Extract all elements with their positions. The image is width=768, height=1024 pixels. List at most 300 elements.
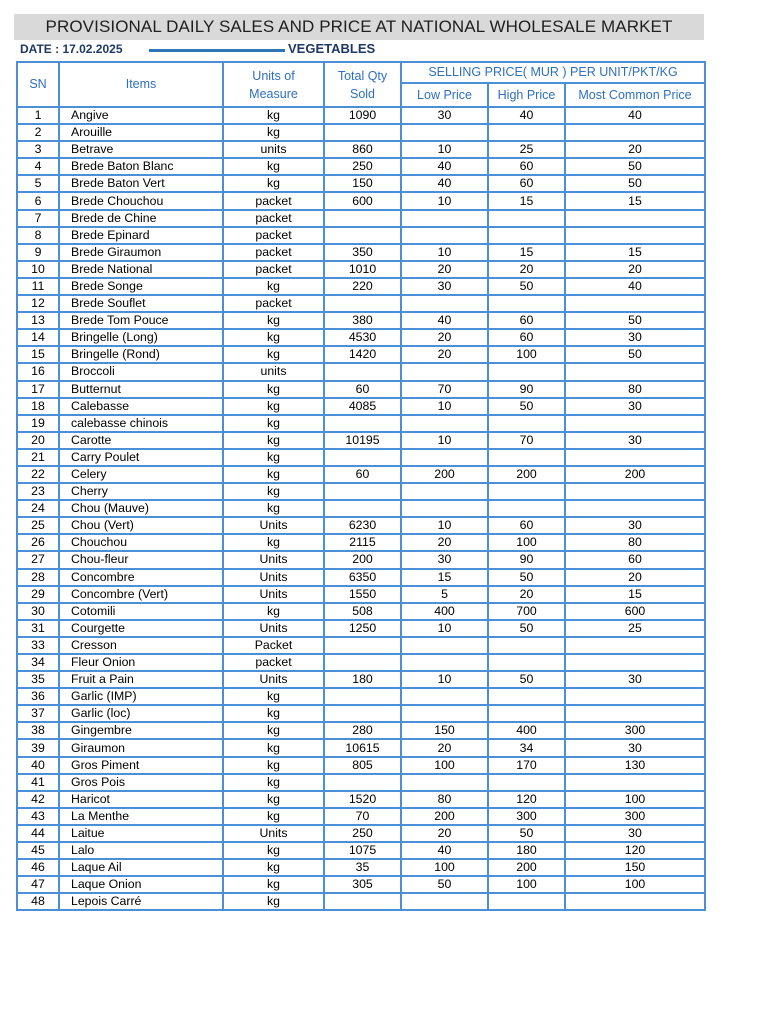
cell-sn: 40 [17,757,59,774]
cell-low-price: 20 [401,739,488,756]
table-row [17,500,705,517]
cell-qty [324,227,401,244]
cell-sn: 39 [17,739,59,756]
cell-unit: kg [223,722,324,739]
cell-high-price [488,483,565,500]
cell-unit: kg [223,329,324,346]
cell-high-price: 70 [488,432,565,449]
category-label: VEGETABLES [288,41,376,56]
cell-item: Carotte [59,432,223,449]
cell-common-price: 20 [565,261,705,278]
cell-low-price [401,654,488,671]
cell-low-price [401,705,488,722]
cell-item: Celery [59,466,223,483]
cell-sn: 43 [17,808,59,825]
cell-high-price: 50 [488,825,565,842]
cell-item: Laque Onion [59,876,223,893]
cell-low-price [401,637,488,654]
cell-item: Broccoli [59,363,223,380]
cell-low-price: 20 [401,329,488,346]
cell-unit: kg [223,808,324,825]
cell-low-price [401,774,488,791]
cell-unit: kg [223,774,324,791]
cell-unit: kg [223,603,324,620]
cell-common-price [565,774,705,791]
cell-unit: Units [223,825,324,842]
cell-sn: 10 [17,261,59,278]
cell-high-price [488,295,565,312]
cell-common-price: 40 [565,278,705,295]
cell-low-price [401,415,488,432]
cell-high-price [488,688,565,705]
cell-sn: 21 [17,449,59,466]
cell-low-price: 100 [401,757,488,774]
cell-high-price: 20 [488,586,565,603]
cell-item: Gros Piment [59,757,223,774]
cell-common-price: 30 [565,517,705,534]
cell-unit: Units [223,671,324,688]
date-underline [149,49,285,52]
cell-sn: 30 [17,603,59,620]
cell-item: Concombre [59,569,223,586]
table-row [17,688,705,705]
cell-high-price: 180 [488,842,565,859]
cell-low-price: 10 [401,432,488,449]
cell-sn: 29 [17,586,59,603]
cell-common-price: 100 [565,876,705,893]
cell-sn: 7 [17,210,59,227]
cell-high-price: 50 [488,278,565,295]
cell-unit: packet [223,244,324,261]
cell-common-price [565,295,705,312]
cell-item: Brede National [59,261,223,278]
cell-common-price: 50 [565,346,705,363]
cell-qty [324,688,401,705]
cell-sn: 13 [17,312,59,329]
cell-high-price: 90 [488,551,565,568]
cell-low-price: 70 [401,381,488,398]
cell-qty: 35 [324,859,401,876]
cell-unit: kg [223,791,324,808]
cell-qty [324,415,401,432]
cell-unit: packet [223,192,324,209]
cell-common-price: 120 [565,842,705,859]
cell-unit: kg [223,859,324,876]
cell-common-price [565,654,705,671]
cell-qty [324,500,401,517]
cell-low-price [401,124,488,141]
cell-unit: kg [223,757,324,774]
cell-low-price: 200 [401,808,488,825]
cell-common-price [565,227,705,244]
cell-low-price: 10 [401,517,488,534]
cell-high-price [488,654,565,671]
cell-sn: 25 [17,517,59,534]
cell-low-price [401,363,488,380]
cell-unit: kg [223,381,324,398]
table-row [17,603,705,620]
cell-unit: kg [223,415,324,432]
cell-qty: 280 [324,722,401,739]
table-row [17,124,705,141]
cell-high-price: 100 [488,876,565,893]
cell-item: Carry Poulet [59,449,223,466]
cell-item: Brede Chouchou [59,192,223,209]
cell-qty: 220 [324,278,401,295]
cell-common-price: 25 [565,620,705,637]
table-row [17,210,705,227]
cell-qty [324,449,401,466]
cell-low-price: 30 [401,278,488,295]
cell-common-price [565,415,705,432]
cell-high-price: 400 [488,722,565,739]
cell-sn: 28 [17,569,59,586]
header-low-price: Low Price [401,83,488,107]
table-row [17,705,705,722]
cell-common-price: 50 [565,312,705,329]
cell-common-price: 20 [565,141,705,158]
cell-common-price [565,449,705,466]
cell-qty: 70 [324,808,401,825]
cell-high-price: 15 [488,244,565,261]
cell-low-price: 5 [401,586,488,603]
cell-low-price [401,210,488,227]
cell-common-price: 200 [565,466,705,483]
cell-low-price [401,893,488,910]
cell-item: Gros Pois [59,774,223,791]
cell-qty: 10195 [324,432,401,449]
table-row [17,278,705,295]
table-row [17,363,705,380]
cell-common-price [565,893,705,910]
cell-low-price: 10 [401,620,488,637]
cell-sn: 1 [17,107,59,124]
table-row [17,466,705,483]
cell-qty: 6230 [324,517,401,534]
cell-qty: 805 [324,757,401,774]
cell-qty: 4085 [324,398,401,415]
cell-common-price: 80 [565,534,705,551]
cell-qty [324,705,401,722]
cell-sn: 45 [17,842,59,859]
table-row [17,825,705,842]
cell-item: Angive [59,107,223,124]
header-qty [324,62,401,107]
table-row [17,432,705,449]
cell-item: Garlic (loc) [59,705,223,722]
cell-high-price: 50 [488,620,565,637]
cell-high-price: 60 [488,158,565,175]
table-row [17,295,705,312]
cell-unit: units [223,141,324,158]
cell-low-price: 40 [401,175,488,192]
table-row [17,671,705,688]
cell-low-price: 80 [401,791,488,808]
cell-common-price [565,363,705,380]
cell-unit: kg [223,312,324,329]
cell-item: Bringelle (Rond) [59,346,223,363]
table-row [17,739,705,756]
table-row [17,876,705,893]
table-row [17,791,705,808]
cell-sn: 38 [17,722,59,739]
cell-common-price: 130 [565,757,705,774]
cell-item: Garlic (IMP) [59,688,223,705]
cell-sn: 22 [17,466,59,483]
cell-high-price: 50 [488,671,565,688]
cell-common-price: 50 [565,158,705,175]
table-row [17,141,705,158]
cell-sn: 9 [17,244,59,261]
cell-sn: 23 [17,483,59,500]
cell-sn: 14 [17,329,59,346]
cell-qty [324,483,401,500]
header-qty-line2: Sold [349,86,376,101]
cell-common-price: 30 [565,739,705,756]
cell-common-price: 150 [565,859,705,876]
cell-low-price: 20 [401,261,488,278]
cell-common-price: 100 [565,791,705,808]
cell-item: Betrave [59,141,223,158]
cell-high-price: 100 [488,346,565,363]
cell-qty: 6350 [324,569,401,586]
cell-sn: 34 [17,654,59,671]
cell-high-price [488,415,565,432]
table-row [17,893,705,910]
cell-sn: 5 [17,175,59,192]
cell-qty: 10615 [324,739,401,756]
cell-qty: 1250 [324,620,401,637]
cell-item: Cotomili [59,603,223,620]
cell-qty: 600 [324,192,401,209]
table-row [17,346,705,363]
cell-sn: 24 [17,500,59,517]
cell-common-price: 30 [565,671,705,688]
cell-item: La Menthe [59,808,223,825]
cell-high-price: 700 [488,603,565,620]
cell-low-price: 10 [401,398,488,415]
header-high-price: High Price [488,83,565,107]
cell-item: Haricot [59,791,223,808]
cell-unit: packet [223,227,324,244]
cell-qty: 1010 [324,261,401,278]
cell-item: Cresson [59,637,223,654]
cell-sn: 48 [17,893,59,910]
cell-item: Brede Songe [59,278,223,295]
cell-common-price: 15 [565,586,705,603]
cell-unit: kg [223,107,324,124]
cell-sn: 35 [17,671,59,688]
cell-low-price: 40 [401,312,488,329]
cell-low-price [401,449,488,466]
cell-unit: kg [223,175,324,192]
cell-qty: 1075 [324,842,401,859]
cell-item: Brede de Chine [59,210,223,227]
cell-qty: 1090 [324,107,401,124]
table-row [17,637,705,654]
cell-item: Brede Tom Pouce [59,312,223,329]
cell-sn: 37 [17,705,59,722]
cell-item: Arouille [59,124,223,141]
cell-qty: 1520 [324,791,401,808]
cell-qty: 508 [324,603,401,620]
cell-common-price: 60 [565,551,705,568]
cell-sn: 6 [17,192,59,209]
cell-qty: 860 [324,141,401,158]
cell-item: Chou (Vert) [59,517,223,534]
cell-unit: packet [223,295,324,312]
table-row [17,808,705,825]
cell-high-price: 200 [488,466,565,483]
cell-qty: 4530 [324,329,401,346]
cell-unit: kg [223,398,324,415]
table-row [17,227,705,244]
cell-unit: kg [223,278,324,295]
cell-sn: 17 [17,381,59,398]
cell-high-price [488,774,565,791]
cell-sn: 36 [17,688,59,705]
header-common-price: Most Common Price [565,83,705,107]
cell-low-price: 10 [401,192,488,209]
header-units [223,62,324,107]
cell-qty: 305 [324,876,401,893]
cell-item: Lalo [59,842,223,859]
cell-qty: 1420 [324,346,401,363]
cell-unit: Units [223,620,324,637]
table-row [17,483,705,500]
table-row [17,261,705,278]
cell-unit: Packet [223,637,324,654]
cell-item: Concombre (Vert) [59,586,223,603]
cell-item: Brede Baton Vert [59,175,223,192]
cell-unit: kg [223,432,324,449]
cell-qty: 380 [324,312,401,329]
table-row [17,620,705,637]
cell-high-price: 60 [488,175,565,192]
cell-qty: 60 [324,381,401,398]
cell-item: Lepois Carré [59,893,223,910]
cell-common-price: 30 [565,398,705,415]
cell-high-price: 120 [488,791,565,808]
cell-common-price: 40 [565,107,705,124]
cell-high-price: 60 [488,312,565,329]
cell-item: Butternut [59,381,223,398]
cell-high-price: 50 [488,398,565,415]
header-units-line2: Measure [249,86,298,101]
cell-qty: 350 [324,244,401,261]
cell-low-price [401,483,488,500]
cell-high-price [488,363,565,380]
table-row [17,517,705,534]
cell-unit: kg [223,124,324,141]
cell-item: Courgette [59,620,223,637]
cell-sn: 31 [17,620,59,637]
cell-sn: 47 [17,876,59,893]
cell-unit: packet [223,654,324,671]
cell-item: Brede Baton Blanc [59,158,223,175]
cell-item: Laque Ail [59,859,223,876]
cell-unit: kg [223,688,324,705]
table-row [17,398,705,415]
cell-unit: Units [223,517,324,534]
header-units-line1: Units of [252,68,295,83]
cell-item: Chou-fleur [59,551,223,568]
cell-sn: 41 [17,774,59,791]
cell-low-price: 100 [401,859,488,876]
table-row [17,654,705,671]
cell-high-price: 90 [488,381,565,398]
cell-qty [324,363,401,380]
cell-low-price: 15 [401,569,488,586]
cell-sn: 4 [17,158,59,175]
table-row [17,569,705,586]
table-row [17,107,705,124]
cell-common-price [565,637,705,654]
cell-high-price: 300 [488,808,565,825]
cell-unit: kg [223,449,324,466]
cell-high-price: 60 [488,517,565,534]
cell-unit: Units [223,586,324,603]
cell-common-price [565,124,705,141]
cell-unit: kg [223,842,324,859]
cell-high-price: 100 [488,534,565,551]
cell-high-price: 60 [488,329,565,346]
cell-unit: units [223,363,324,380]
cell-sn: 46 [17,859,59,876]
cell-low-price [401,227,488,244]
cell-unit: packet [223,261,324,278]
cell-unit: Units [223,569,324,586]
cell-high-price [488,210,565,227]
table-row [17,244,705,261]
cell-qty: 250 [324,825,401,842]
cell-low-price: 10 [401,671,488,688]
table-row [17,757,705,774]
cell-common-price: 30 [565,329,705,346]
cell-common-price [565,483,705,500]
cell-low-price: 40 [401,842,488,859]
table-row [17,175,705,192]
cell-low-price: 50 [401,876,488,893]
table-row [17,722,705,739]
cell-unit: kg [223,500,324,517]
cell-common-price: 15 [565,244,705,261]
cell-qty: 200 [324,551,401,568]
cell-low-price: 40 [401,158,488,175]
table-row [17,551,705,568]
cell-high-price: 25 [488,141,565,158]
cell-sn: 12 [17,295,59,312]
cell-low-price: 10 [401,141,488,158]
cell-qty [324,893,401,910]
cell-item: Brede Epinard [59,227,223,244]
cell-high-price [488,449,565,466]
table-row [17,329,705,346]
header-sn: SN [17,62,59,107]
cell-common-price [565,688,705,705]
table-row [17,774,705,791]
table-row [17,312,705,329]
cell-qty: 2115 [324,534,401,551]
table-row [17,586,705,603]
table-row [17,449,705,466]
cell-sn: 2 [17,124,59,141]
cell-sn: 42 [17,791,59,808]
cell-high-price: 20 [488,261,565,278]
cell-common-price: 300 [565,808,705,825]
cell-common-price: 30 [565,825,705,842]
cell-high-price: 15 [488,192,565,209]
